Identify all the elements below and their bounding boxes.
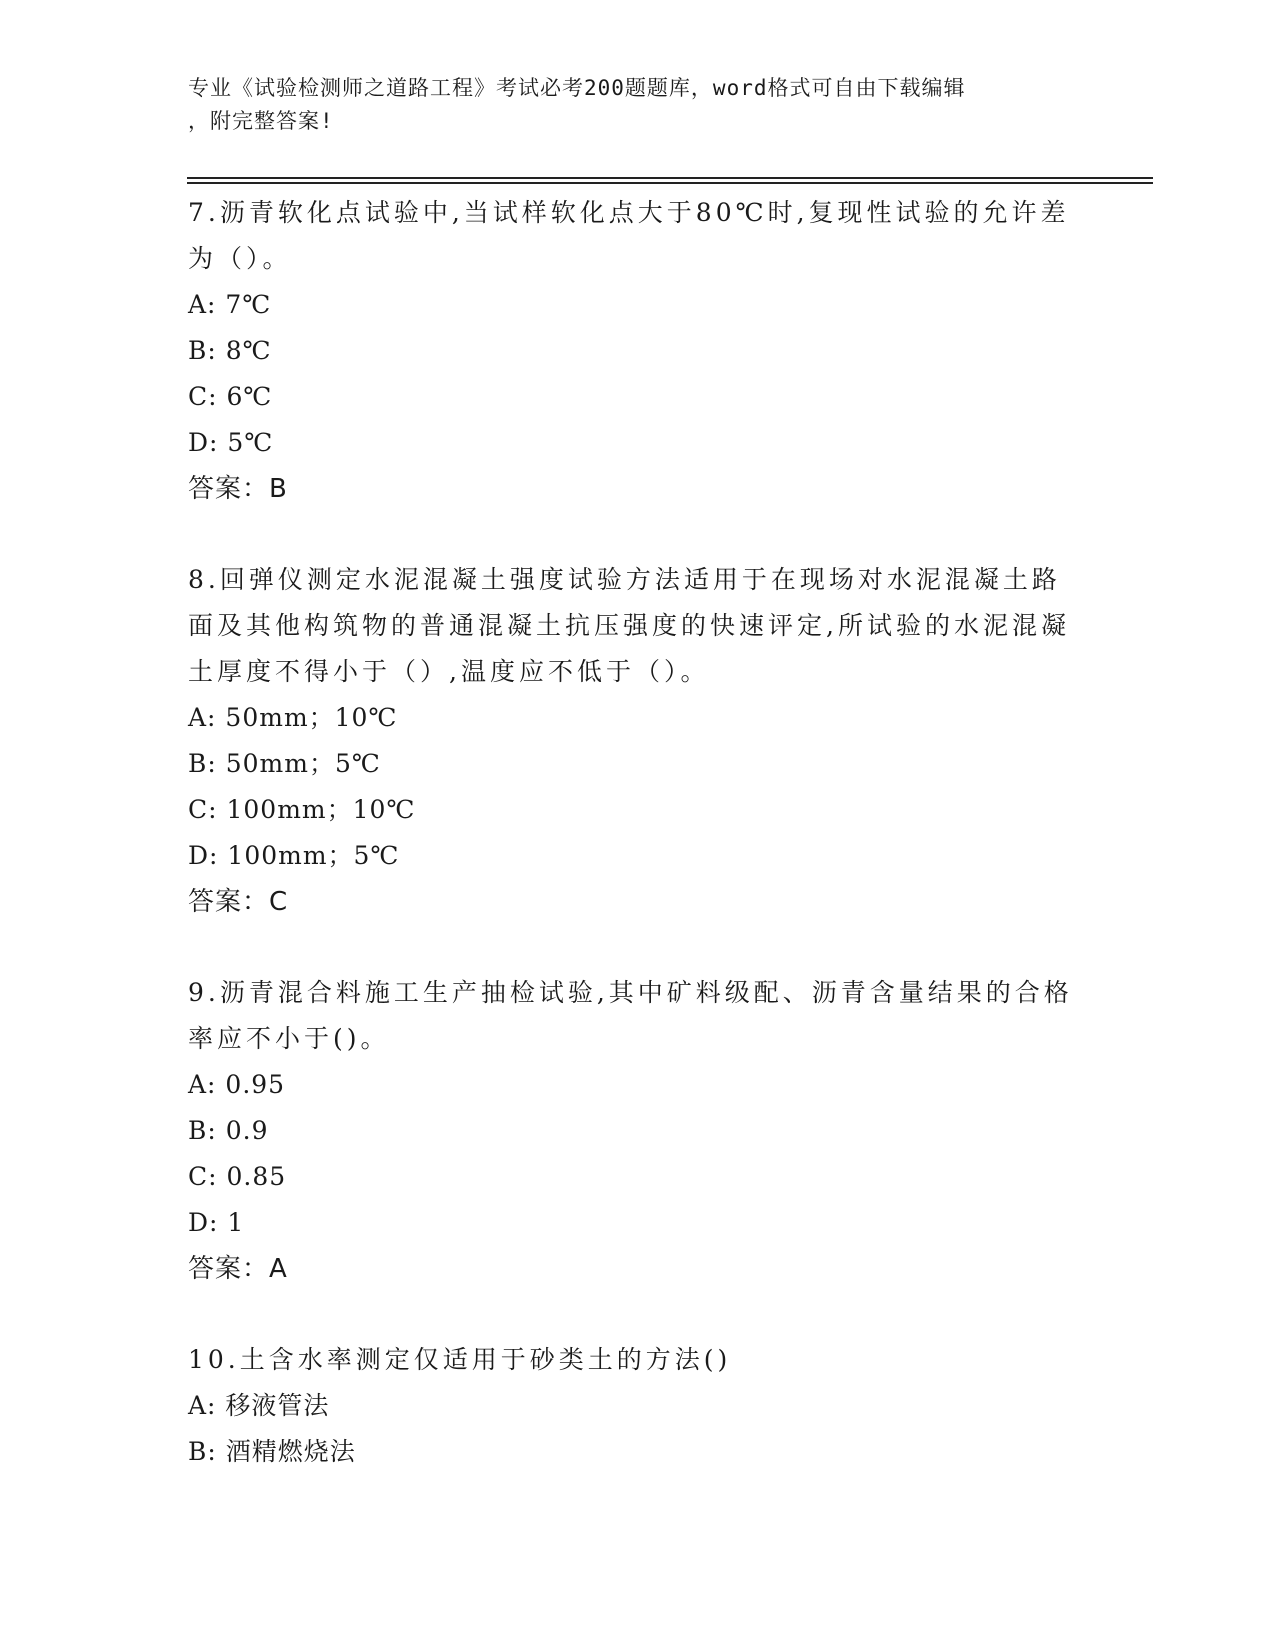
question-8	[188, 557, 1088, 925]
option-a: A: 移液管法	[188, 1391, 330, 1420]
question-10	[188, 1337, 1088, 1475]
option-d: D: 1	[188, 1208, 245, 1237]
header-divider-top	[187, 177, 1153, 179]
header-line-2: ，附完整答案!	[188, 109, 334, 133]
question-stem: 7.沥青软化点试验中,当试样软化点大于80℃时,复现性试验的允许差	[188, 198, 1070, 227]
option-c: C: 100mm；10℃	[188, 795, 416, 824]
option-b: B: 酒精燃烧法	[188, 1437, 356, 1466]
answer-label: 答案：C	[188, 887, 289, 917]
option-a: A: 0.95	[188, 1070, 286, 1099]
question-list	[188, 190, 1088, 1520]
option-b: B: 50mm；5℃	[188, 749, 381, 778]
option-b: B: 8℃	[188, 336, 272, 365]
question-stem: 8.回弹仪测定水泥混凝土强度试验方法适用于在现场对水泥混凝土路	[188, 565, 1061, 594]
question-stem: 率应不小于()。	[188, 1024, 390, 1053]
header-line-1: 专业《试验检测师之道路工程》考试必考200题题库，word格式可自由下载编辑	[188, 76, 966, 100]
question-stem: 土厚度不得小于（）,温度应不低于（）。	[188, 657, 710, 686]
answer-label: 答案：A	[188, 1254, 288, 1284]
option-a: A: 50mm；10℃	[188, 703, 398, 732]
document-header	[188, 72, 1068, 138]
option-b: B: 0.9	[188, 1116, 269, 1145]
answer-label: 答案：B	[188, 474, 288, 504]
question-9	[188, 970, 1088, 1292]
question-stem: 面及其他构筑物的普通混凝土抗压强度的快速评定,所试验的水泥混凝	[188, 611, 1070, 640]
option-c: C: 6℃	[188, 382, 273, 411]
question-stem: 10.土含水率测定仅适用于砂类土的方法()	[188, 1345, 732, 1374]
header-divider-bottom	[187, 182, 1153, 184]
option-c: C: 0.85	[188, 1162, 287, 1191]
question-stem: 9.沥青混合料施工生产抽检试验,其中矿料级配、沥青含量结果的合格	[188, 978, 1073, 1007]
option-d: D: 5℃	[188, 428, 274, 457]
option-d: D: 100mm；5℃	[188, 841, 400, 870]
question-stem: 为（）。	[188, 244, 292, 273]
question-7	[188, 190, 1088, 512]
option-a: A: 7℃	[188, 290, 272, 319]
